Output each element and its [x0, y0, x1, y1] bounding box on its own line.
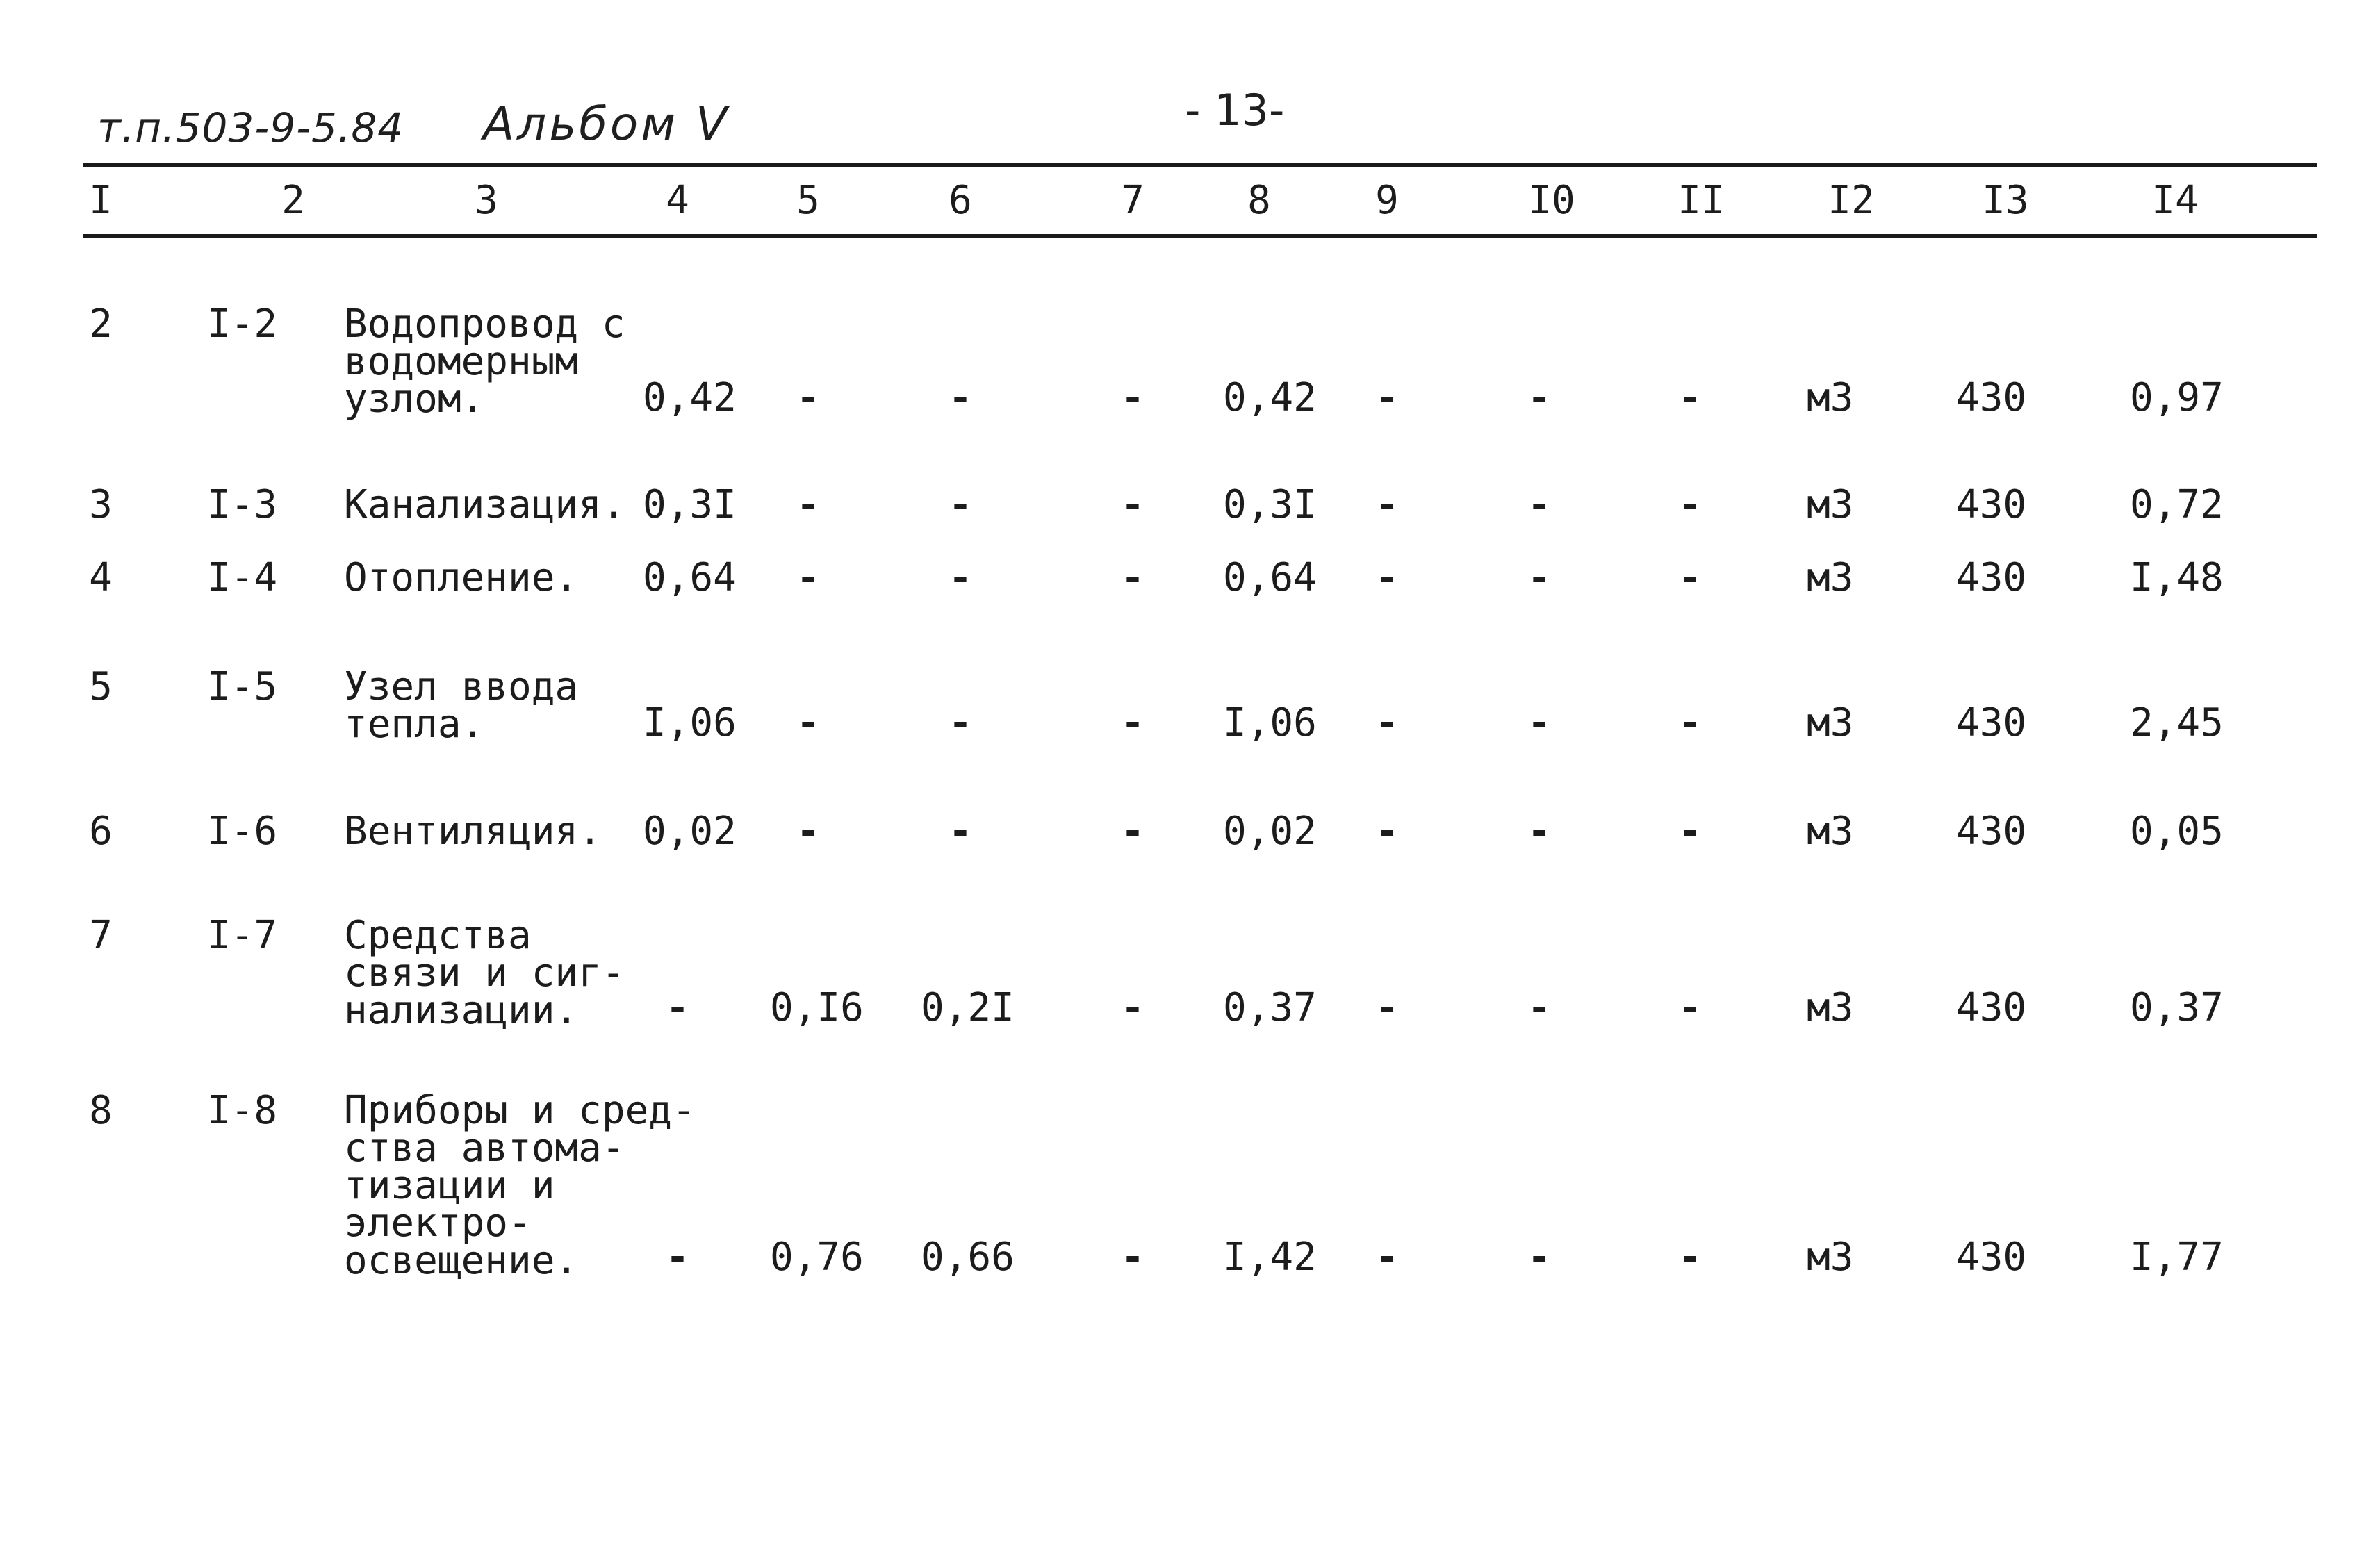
column-header-5: 5 [796, 178, 820, 223]
cell-col-9: - [1375, 1235, 1399, 1280]
cell-col-12: м3 [1807, 1235, 1854, 1280]
table-top-rule [83, 163, 2317, 167]
cell-col-8: 0,42 [1223, 375, 1317, 420]
cell-col-14: 0,05 [2130, 809, 2224, 854]
cell-col-10: - [1527, 555, 1551, 600]
cell-col-6: - [949, 375, 972, 420]
cell-col-4: - [666, 1235, 689, 1280]
cell-col-7: - [1121, 809, 1144, 854]
column-header-8: 8 [1247, 178, 1271, 223]
cell-col-11: - [1678, 555, 1702, 600]
document-code: т.п.503-9-5.84 [97, 104, 404, 151]
cell-col-5: - [796, 809, 820, 854]
cell-col-13: 430 [1956, 1235, 2027, 1280]
cell-col-9: - [1375, 809, 1399, 854]
cell-col-10: - [1527, 1235, 1551, 1280]
cell-col-6: - [949, 809, 972, 854]
column-header-7: 7 [1121, 178, 1144, 223]
cell-col-3: Приборы и сред- ства автома- тизации и электро- освещение. [344, 1088, 696, 1283]
cell-col-8: I,06 [1223, 700, 1317, 745]
cell-col-12: м3 [1807, 985, 1854, 1030]
cell-col-10: - [1527, 700, 1551, 745]
cell-col-10: - [1527, 985, 1551, 1030]
cell-col-4: 0,02 [643, 809, 737, 854]
cell-col-14: I,48 [2130, 555, 2224, 600]
cell-col-2: I-7 [207, 913, 278, 958]
column-header-13: I3 [1982, 178, 2029, 223]
cell-col-2: I-5 [207, 664, 278, 709]
cell-col-3: Вентиляция. [344, 809, 602, 854]
cell-col-11: - [1678, 700, 1702, 745]
cell-col-2: I-4 [207, 555, 278, 600]
cell-col-8: 0,02 [1223, 809, 1317, 854]
cell-col-3: Средства связи и сиг- нализации. [344, 913, 625, 1033]
cell-col-5: - [796, 375, 820, 420]
cell-col-2: I-2 [207, 302, 278, 347]
cell-col-4: 0,42 [643, 375, 737, 420]
cell-col-4: - [666, 985, 689, 1030]
column-header-9: 9 [1375, 178, 1399, 223]
column-header-1: I [89, 178, 113, 223]
cell-col-6: - [949, 700, 972, 745]
cell-col-7: - [1121, 375, 1144, 420]
column-header-14: I4 [2151, 178, 2199, 223]
cell-col-14: 0,37 [2130, 985, 2224, 1030]
cell-col-7: - [1121, 700, 1144, 745]
cell-col-3: Отопление. [344, 555, 579, 600]
cell-col-1: 8 [89, 1088, 113, 1133]
cell-col-13: 430 [1956, 482, 2027, 527]
album-title: Альбом V [483, 97, 730, 151]
cell-col-5: 0,76 [770, 1235, 864, 1280]
cell-col-4: 0,3I [643, 482, 737, 527]
column-header-2: 2 [281, 178, 305, 223]
cell-col-11: - [1678, 809, 1702, 854]
cell-col-9: - [1375, 985, 1399, 1030]
column-header-4: 4 [666, 178, 689, 223]
cell-col-7: - [1121, 1235, 1144, 1280]
cell-col-6: - [949, 482, 972, 527]
cell-col-11: - [1678, 375, 1702, 420]
column-header-3: 3 [475, 178, 498, 223]
cell-col-8: 0,3I [1223, 482, 1317, 527]
cell-col-14: 0,72 [2130, 482, 2224, 527]
cell-col-3: Водопровод с водомерным узлом. [344, 302, 625, 422]
column-header-11: II [1677, 178, 1725, 223]
cell-col-10: - [1527, 482, 1551, 527]
cell-col-6: - [949, 555, 972, 600]
cell-col-5: - [796, 482, 820, 527]
cell-col-13: 430 [1956, 555, 2027, 600]
cell-col-12: м3 [1807, 700, 1854, 745]
cell-col-9: - [1375, 700, 1399, 745]
cell-col-12: м3 [1807, 809, 1854, 854]
cell-col-9: - [1375, 482, 1399, 527]
cell-col-11: - [1678, 482, 1702, 527]
cell-col-11: - [1678, 1235, 1702, 1280]
cell-col-12: м3 [1807, 482, 1854, 527]
cell-col-4: 0,64 [643, 555, 737, 600]
cell-col-8: 0,37 [1223, 985, 1317, 1030]
cell-col-3: Канализация. [344, 482, 625, 527]
column-header-12: I2 [1828, 178, 1875, 223]
page-number: - 13- [1185, 85, 1285, 135]
cell-col-13: 430 [1956, 985, 2027, 1030]
cell-col-1: 4 [89, 555, 113, 600]
cell-col-14: 0,97 [2130, 375, 2224, 420]
cell-col-3: Узел ввода тепла. [344, 664, 579, 747]
cell-col-2: I-6 [207, 809, 278, 854]
cell-col-2: I-8 [207, 1088, 278, 1133]
cell-col-8: 0,64 [1223, 555, 1317, 600]
cell-col-12: м3 [1807, 375, 1854, 420]
cell-col-7: - [1121, 482, 1144, 527]
cell-col-7: - [1121, 555, 1144, 600]
cell-col-13: 430 [1956, 809, 2027, 854]
cell-col-9: - [1375, 555, 1399, 600]
cell-col-1: 3 [89, 482, 113, 527]
cell-col-11: - [1678, 985, 1702, 1030]
cell-col-13: 430 [1956, 700, 2027, 745]
cell-col-13: 430 [1956, 375, 2027, 420]
cell-col-12: м3 [1807, 555, 1854, 600]
cell-col-1: 6 [89, 809, 113, 854]
cell-col-7: - [1121, 985, 1144, 1030]
cell-col-6: 0,2I [921, 985, 1015, 1030]
cell-col-8: I,42 [1223, 1235, 1317, 1280]
cell-col-10: - [1527, 375, 1551, 420]
cell-col-6: 0,66 [921, 1235, 1015, 1280]
cell-col-5: - [796, 555, 820, 600]
header-bottom-rule [83, 234, 2317, 238]
cell-col-10: - [1527, 809, 1551, 854]
cell-col-4: I,06 [643, 700, 737, 745]
cell-col-9: - [1375, 375, 1399, 420]
cell-col-14: I,77 [2130, 1235, 2224, 1280]
cell-col-14: 2,45 [2130, 700, 2224, 745]
column-header-6: 6 [949, 178, 972, 223]
column-header-10: I0 [1528, 178, 1575, 223]
cell-col-1: 7 [89, 913, 113, 958]
cell-col-1: 2 [89, 302, 113, 347]
cell-col-2: I-3 [207, 482, 278, 527]
cell-col-5: 0,I6 [770, 985, 864, 1030]
cell-col-1: 5 [89, 664, 113, 709]
cell-col-5: - [796, 700, 820, 745]
